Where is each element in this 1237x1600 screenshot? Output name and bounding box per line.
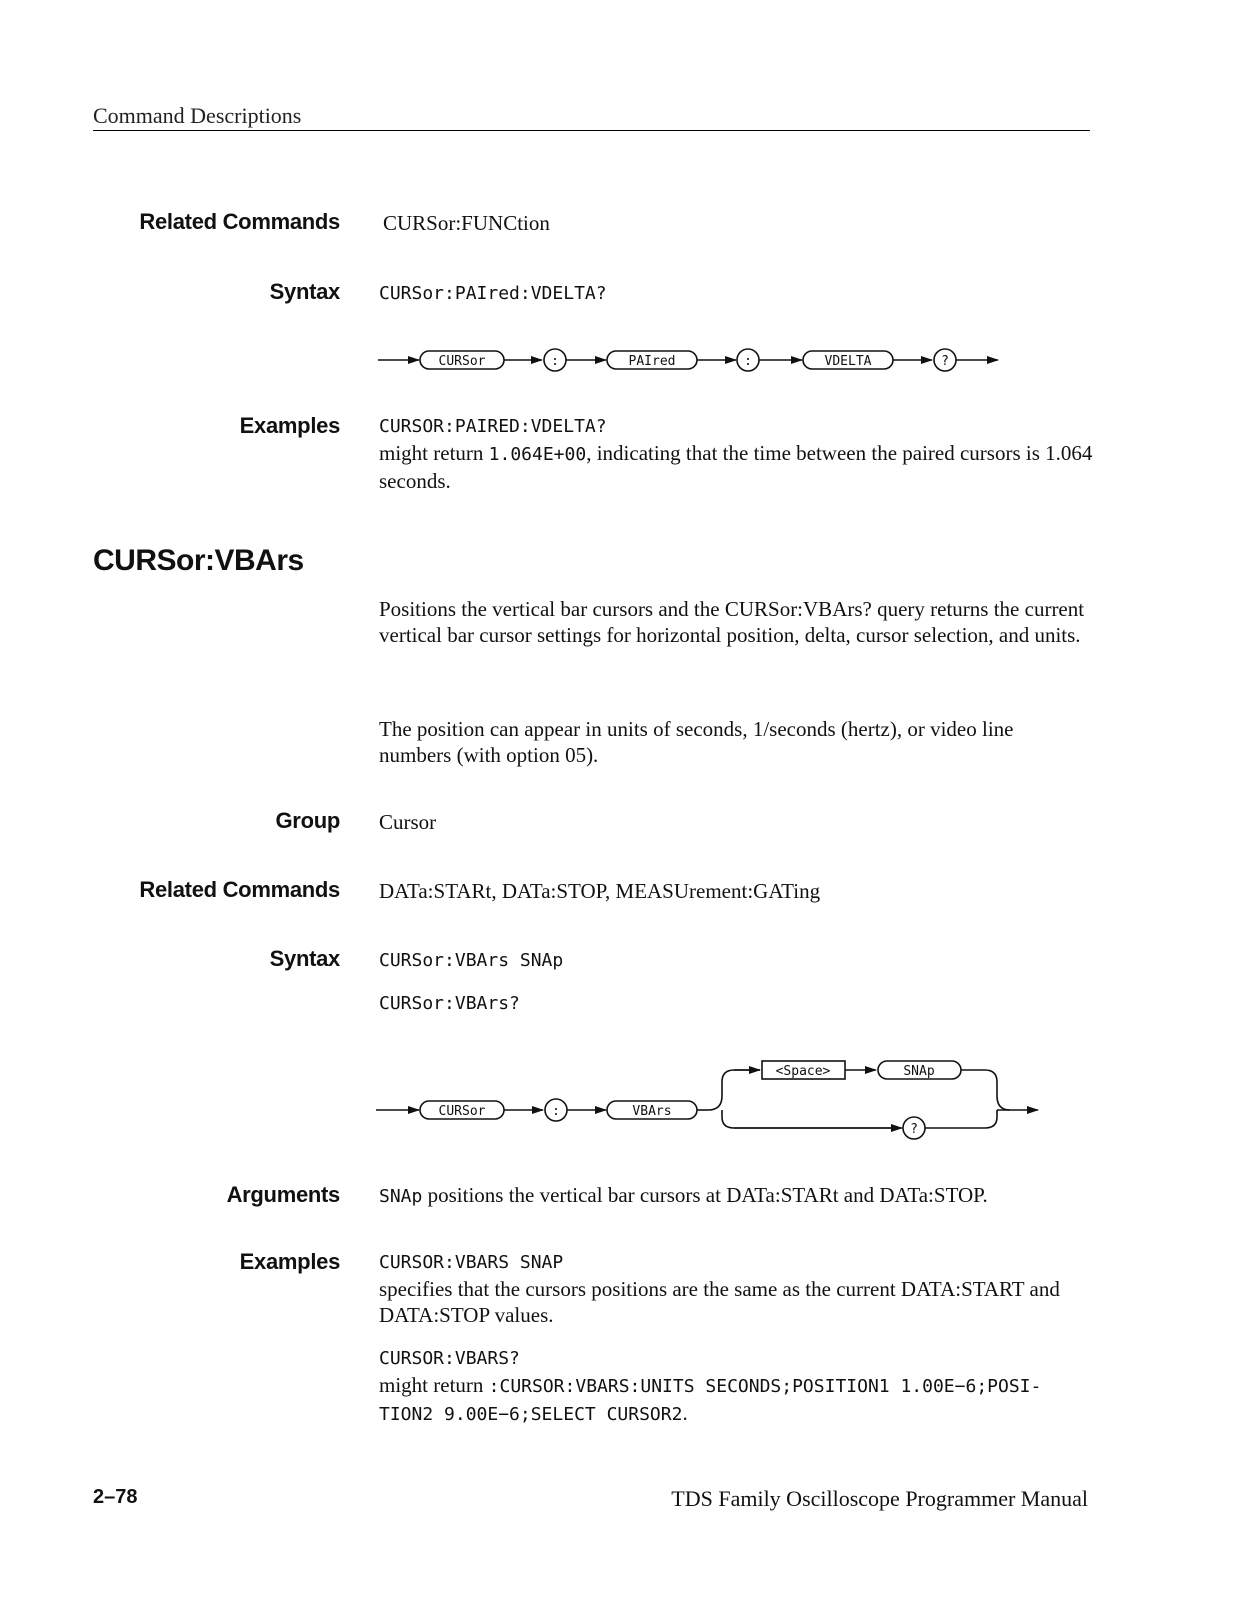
syntax-label: Syntax	[269, 279, 340, 304]
group-value: Cursor	[379, 810, 437, 834]
syntax-command-2: CURSor:VBArs?	[379, 993, 520, 1014]
section-heading: CURSor:VBArs	[93, 544, 304, 577]
example-1-description: specifies that the cursors positions are the same as the current DATA:START and DATA:STOP values.	[379, 1277, 1060, 1327]
diagram-vdelta-box: VDELTA	[824, 354, 872, 369]
argument-keyword: SNAp	[379, 1186, 423, 1207]
diagram-colon-1: :	[551, 354, 559, 369]
related-commands-value-2: DATa:STARt, DATa:STOP, MEASUrement:GATing	[379, 879, 821, 903]
description-paragraph-2: The position can appear in units of seconds, 1/seconds (hertz), or video line numbers (with option 05).	[379, 717, 1014, 767]
example-1-block	[379, 1250, 1094, 1328]
arguments-label: Arguments	[226, 1182, 340, 1207]
related-commands-label-2: Related Commands	[139, 877, 340, 902]
example-command: CURSOR:PAIRED:VDELTA?	[379, 416, 607, 437]
diagram-query-2: ?	[910, 1122, 918, 1137]
diagram-query: ?	[941, 354, 949, 369]
diagram-colon-3: :	[552, 1104, 560, 1119]
example-1-command: CURSOR:VBARS SNAP	[379, 1252, 564, 1273]
syntax-label-2: Syntax	[269, 946, 340, 971]
description-paragraph-1: Positions the vertical bar cursors and the CURSor:VBArs? query returns the current vertical bar cursor settings for horizontal position, delta, cursor selection, and units.	[379, 597, 1085, 647]
syntax-command-1: CURSor:VBArs SNAp	[379, 950, 564, 971]
example-2-return-value-line1: :CURSOR:VBARS:UNITS SECONDS;POSITION1 1.00E−6;POSI-	[488, 1376, 1042, 1397]
example-description: might return 1.064E+00, indicating that the time between the paired cursors is 1.064 seconds.	[379, 441, 1093, 493]
diagram-cursor-box-2: CURSor	[438, 1104, 486, 1119]
arguments-text: SNAp positions the vertical bar cursors at DATa:STARt and DATa:STOP.	[379, 1183, 988, 1207]
diagram-space-box: <Space>	[775, 1064, 831, 1079]
page-number: 2–78	[93, 1486, 138, 1508]
syntax-command: CURSor:PAIred:VDELTA?	[379, 283, 607, 304]
diagram-cursor-box: CURSor	[438, 354, 486, 369]
example-2-block	[379, 1346, 1094, 1428]
diagram-colon-2: :	[744, 354, 752, 369]
vdelta-syntax-diagram	[370, 340, 1010, 380]
manual-title: TDS Family Oscilloscope Programmer Manual	[671, 1486, 1088, 1511]
diagram-paired-box: PAIred	[628, 354, 676, 369]
example-2-description: might return :CURSOR:VBARS:UNITS SECONDS;POSITION1 1.00E−6;POSI-	[379, 1373, 1042, 1397]
example-return-value: 1.064E+00	[488, 444, 587, 465]
header-rule	[93, 130, 1090, 131]
diagram-vbars-box: VBArs	[632, 1104, 672, 1119]
example-2-command: CURSOR:VBARS?	[379, 1348, 520, 1369]
examples-label: Examples	[239, 413, 340, 438]
examples-label-2: Examples	[239, 1249, 340, 1274]
examples-block	[379, 414, 1094, 494]
example-2-continuation: TION2 9.00E−6;SELECT CURSOR2.	[379, 1401, 688, 1425]
vbars-syntax-diagram	[370, 1055, 1050, 1145]
related-commands-label: Related Commands	[139, 209, 340, 234]
group-label: Group	[275, 808, 340, 833]
running-head: Command Descriptions	[93, 103, 302, 128]
diagram-snap-box: SNAp	[903, 1064, 935, 1079]
related-commands-value: CURSor:FUNCtion	[383, 211, 550, 235]
example-2-return-value-line2: TION2 9.00E−6;SELECT CURSOR2	[379, 1404, 683, 1425]
